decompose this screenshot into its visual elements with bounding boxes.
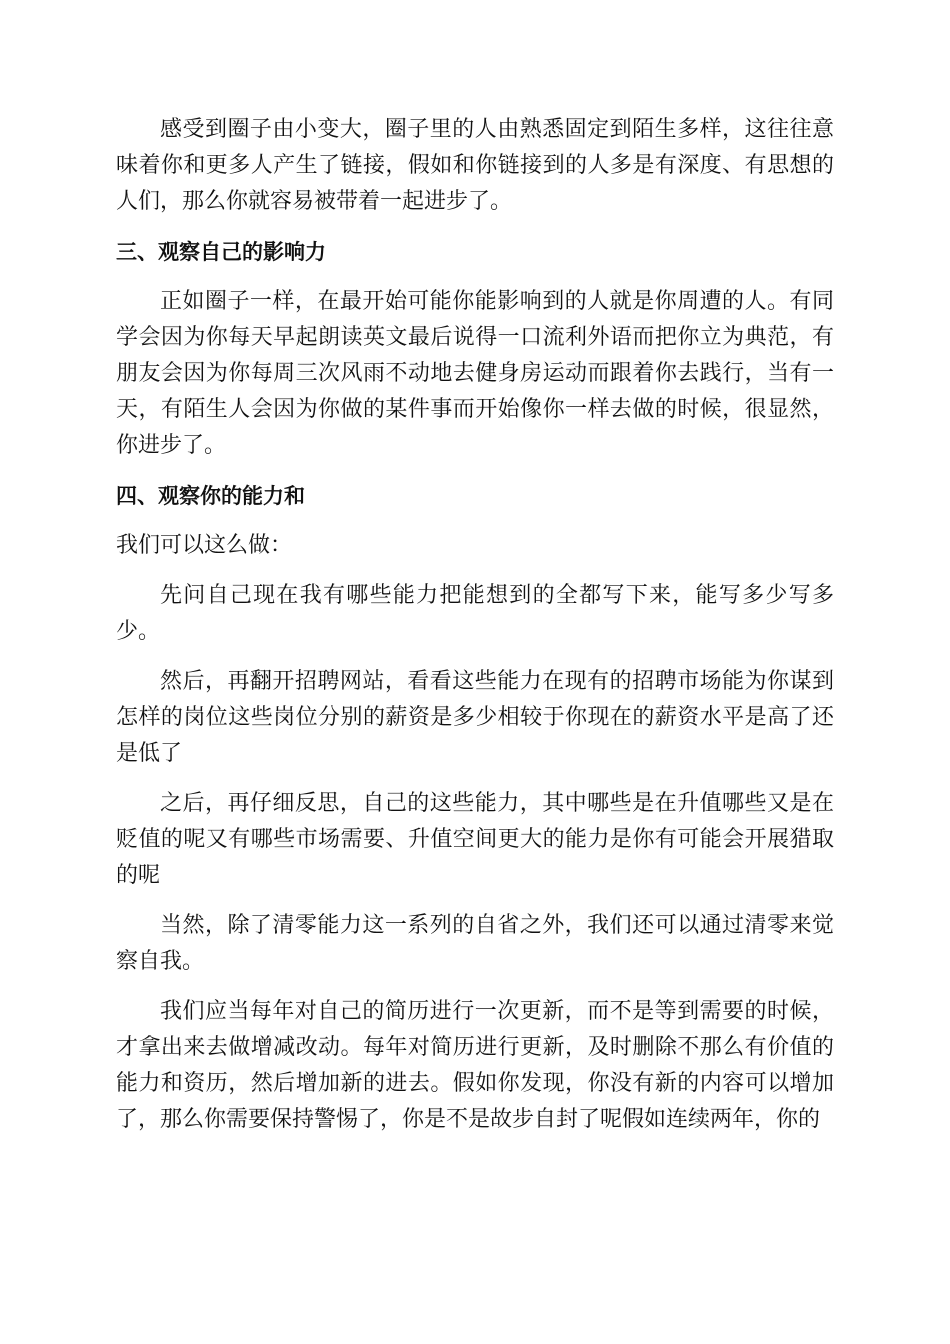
paragraph-circle-growth: 感受到圈子由小变大，圈子里的人由熟悉固定到陌生多样，这往往意味着你和更多人产生了链接，假如和你链接到的人多是有深度、有思想的人们，那么你就容易被带着一起进步了。	[116, 117, 834, 214]
section-heading-influence: 三、观察自己的影响力	[116, 240, 326, 264]
section-heading-ability: 四、观察你的能力和	[116, 484, 305, 508]
paragraph-list-abilities: 先问自己现在我有哪些能力把能想到的全都写下来，能写多少写多少。	[116, 583, 834, 644]
document-page	[116, 112, 834, 1152]
paragraph-how-to: 我们可以这么做：	[116, 533, 293, 558]
paragraph-reset-self: 当然，除了清零能力这一系列的自省之外，我们还可以通过清零来觉察自我。	[116, 913, 834, 974]
paragraph-recruitment-sites: 然后，再翻开招聘网站，看看这些能力在现有的招聘市场能为你谋到怎样的岗位这些岗位分别的薪资是多少相较于你现在的薪资水平是高了还是低了	[116, 669, 834, 766]
paragraph-update-resume: 我们应当每年对自己的简历进行一次更新，而不是等到需要的时候，才拿出来去做增减改动。每年对简历进行更新，及时删除不那么有价值的能力和资历，然后增加新的进去。假如你发现，你没有新的内容可以增加了，那么你需要保持警惕了，你是不是故步自封了呢假如连续两年，你的	[116, 999, 834, 1132]
paragraph-reflect: 之后，再仔细反思，自己的这些能力，其中哪些是在升值哪些又是在贬值的呢又有哪些市场需要、升值空间更大的能力是你有可能会开展猎取的呢	[116, 791, 834, 888]
paragraph-influence: 正如圈子一样，在最开始可能你能影响到的人就是你周遭的人。有同学会因为你每天早起朗读英文最后说得一口流利外语而把你立为典范，有朋友会因为你每周三次风雨不动地去健身房运动而跟着你去践行，当有一天，有陌生人会因为你做的某件事而开始像你一样去做的时候，很显然，你进步了。	[116, 289, 834, 458]
